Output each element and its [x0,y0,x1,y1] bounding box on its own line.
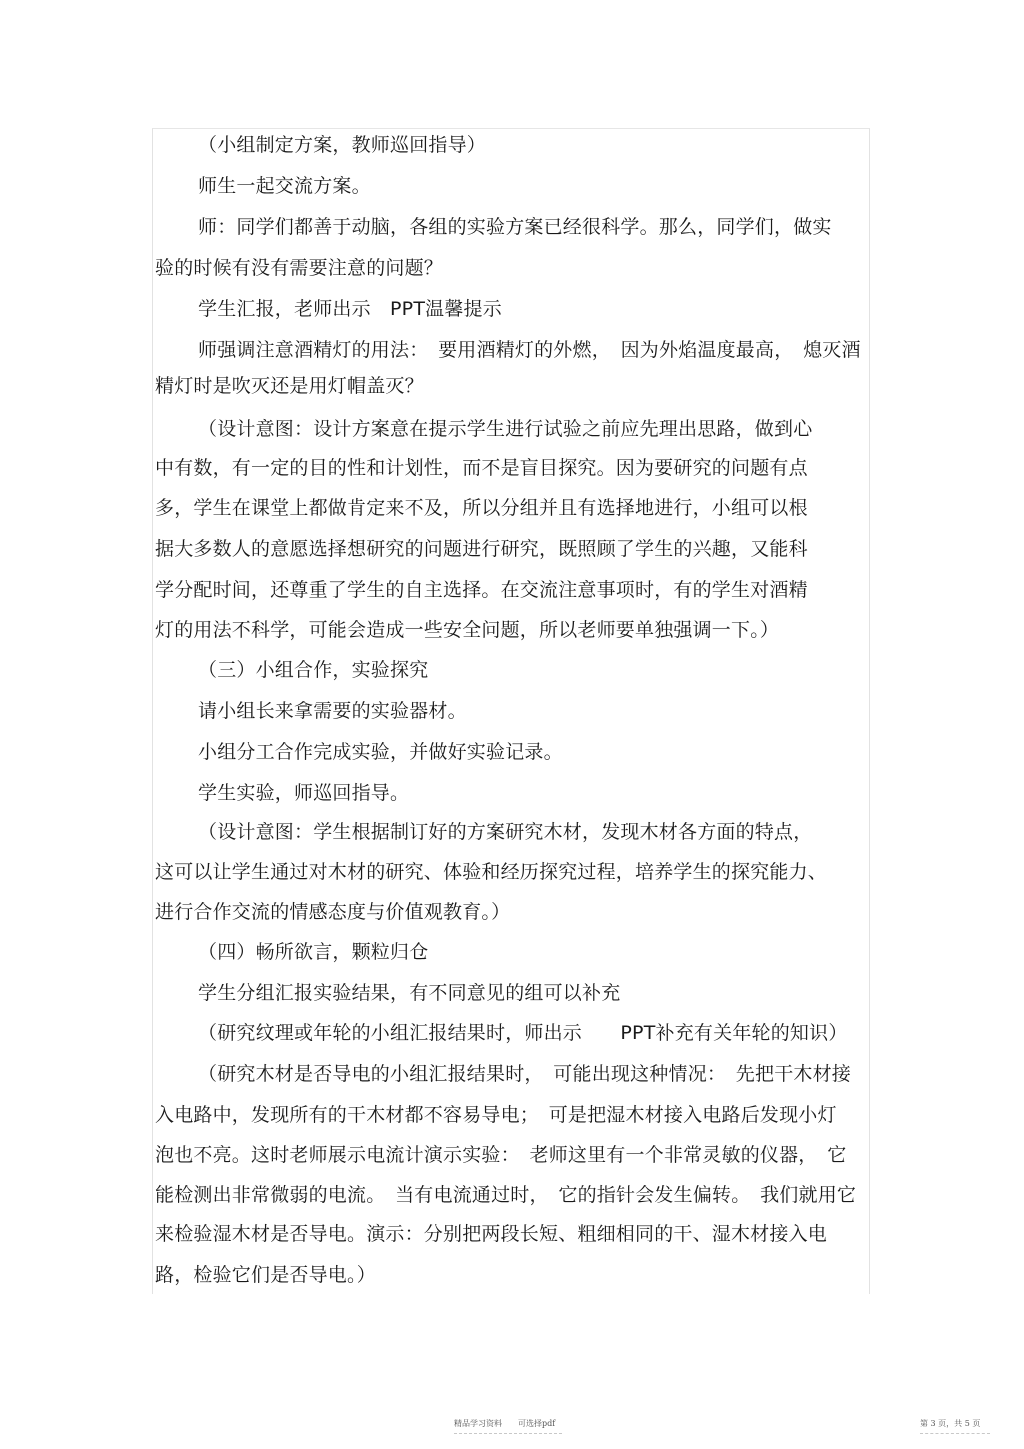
text-line: 进行合作交流的情感态度与价值观教育。） [155,901,511,923]
text-line: （小组制定方案，教师巡回指导） [198,134,487,156]
text-line: 学生实验，师巡回指导。 [198,782,410,804]
text-line: 学生分组汇报实验结果，有不同意见的组可以补充 [198,982,621,1004]
text-line: 验的时候有没有需要注意的问题？ [155,257,444,279]
text-line: 多，学生在课堂上都做肯定来不及，所以分组并且有选择地进行，小组可以根 [155,497,808,519]
text-line: 请小组长来拿需要的实验器材。 [198,700,467,722]
text-line: 灯的用法不科学，可能会造成一些安全问题，所以老师要单独强调一下。） [155,619,780,641]
section-heading: （四）畅所欲言，颗粒归仓 [198,941,429,963]
text-line: （设计意图：学生根据制订好的方案研究木材，发现木材各方面的特点， [198,821,813,843]
text-line: 学分配时间，还尊重了学生的自主选择。在交流注意事项时，有的学生对酒精 [155,579,808,601]
text-line: 师生一起交流方案。 [198,175,371,197]
text-line: （设计意图：设计方案意在提示学生进行试验之前应先理出思路，做到心 [198,418,813,440]
text-line: 小组分工合作完成实验，并做好实验记录。 [198,741,563,763]
text-line: 精灯时是吹灭还是用灯帽盖灭？ [155,375,424,397]
text-line: 中有数，有一定的目的性和计划性，而不是盲目探究。因为要研究的问题有点 [155,457,808,479]
text-line: 路，检验它们是否导电。） [155,1264,376,1286]
text-line: 能检测出非常微弱的电流。 当有电流通过时， 它的指针会发生偏转。 我们就用它 [155,1184,857,1206]
footer-dotted-rule-left [454,1433,562,1434]
text-line: 这可以让学生通过对木材的研究、体验和经历探究过程，培养学生的探究能力、 [155,861,828,883]
text-line: 师强调注意酒精灯的用法： 要用酒精灯的外燃， 因为外焰温度最高， 熄灭酒 [198,339,861,361]
footer-page-number: 第 3 页，共 5 页 [920,1419,981,1428]
text-line: （研究木材是否导电的小组汇报结果时， 可能出现这种情况： 先把干木材接 [198,1063,852,1085]
footer-dotted-rule-right [920,1433,990,1434]
text-line: 据大多数人的意愿选择想研究的问题进行研究，既照顾了学生的兴趣，又能科 [155,538,808,560]
footer-left-text: 精品学习资料 可选择pdf [454,1419,556,1428]
section-heading: （三）小组合作，实验探究 [198,659,429,681]
text-line: 入电路中，发现所有的干木材都不容易导电； 可是把湿木材接入电路后发现小灯 [155,1104,837,1126]
text-line: 师：同学们都善于动脑，各组的实验方案已经很科学。那么，同学们，做实 [198,216,832,238]
text-line: 泡也不亮。这时老师展示电流计演示实验： 老师这里有一个非常灵敏的仪器， 它 [155,1144,847,1166]
text-line: 学生汇报，老师出示 PPT温馨提示 [198,298,502,320]
text-line: （研究纹理或年轮的小组汇报结果时，师出示 PPT补充有关年轮的知识） [198,1022,848,1044]
text-line: 来检验湿木材是否导电。演示：分别把两段长短、粗细相同的干、湿木材接入电 [155,1223,828,1245]
